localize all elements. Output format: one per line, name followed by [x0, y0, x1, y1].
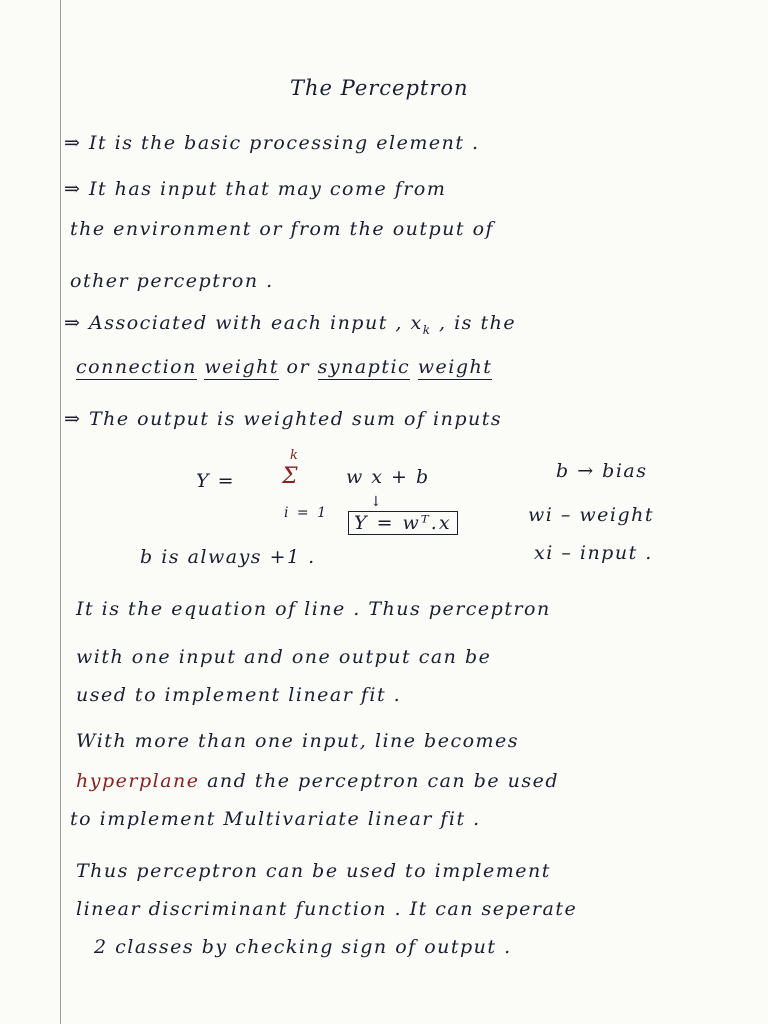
bullet-1: [64, 132, 480, 154]
boxed-equation: [348, 512, 458, 534]
bullet-arrow-icon: ⇒: [64, 408, 82, 430]
bullet-1-text: It is the basic processing element .: [88, 132, 480, 154]
bullet-arrow-icon: ⇒: [64, 178, 82, 200]
formula-terms: w x + b: [346, 466, 430, 488]
para-2-line-2: [76, 770, 559, 792]
b-always-text: b is always +1 .: [140, 546, 316, 568]
bullet-arrow-icon: ⇒: [64, 132, 82, 154]
bullet-3: [64, 312, 516, 337]
legend-input: xi – input .: [534, 542, 653, 564]
para-3-line-2: linear discriminant function . It can seperate: [76, 898, 578, 920]
page-title: The Perceptron: [290, 76, 469, 100]
weight-word-2: weight: [417, 356, 493, 378]
bullet-2-line-1: It has input that may come from: [88, 178, 447, 200]
para-3-line-3: 2 classes by checking sign of output .: [94, 936, 512, 958]
down-arrow-icon: ↓: [370, 494, 382, 510]
hyperplane-word: hyperplane: [76, 770, 200, 792]
para-2-line-3: to implement Multivariate linear fit .: [70, 808, 481, 830]
sigma-symbol: Σ: [282, 464, 298, 489]
bullet-3-line-2: [76, 356, 492, 378]
bullet-4: [64, 408, 502, 430]
para-2-line-1: With more than one input, line becomes: [76, 730, 520, 752]
or-word: or: [286, 356, 311, 378]
para-1-line-3: used to implement linear fit .: [76, 684, 402, 706]
bullet-2: [64, 178, 446, 200]
para-3-line-1: Thus perceptron can be used to implement: [76, 860, 551, 882]
para-1-line-2: with one input and one output can be: [76, 646, 492, 668]
para-2-line-2-rest: and the perceptron can be used: [207, 770, 560, 792]
bullet-4-text: The output is weighted sum of inputs: [88, 408, 503, 430]
sigma-lower-limit: i = 1: [284, 505, 329, 521]
para-1-line-1: It is the equation of line . Thus perceptron: [76, 598, 551, 620]
bullet-3-line-1-end: , is the: [439, 312, 517, 334]
legend-weight: wi – weight: [528, 504, 655, 526]
weight-word: weight: [204, 356, 279, 378]
margin-line: [60, 0, 61, 1024]
bullet-3-line-1: Associated with each input , x: [88, 312, 423, 334]
bullet-2-line-2: the environment or from the output of: [70, 218, 495, 240]
bullet-arrow-icon: ⇒: [64, 312, 82, 334]
synaptic-word: synaptic: [317, 356, 411, 378]
bullet-3-subscript: k: [422, 322, 432, 337]
formula-y-equals: Y =: [196, 470, 236, 492]
sigma-upper-limit: k: [290, 448, 298, 463]
connection-word: connection: [76, 356, 197, 378]
bullet-2-line-3: other perceptron .: [70, 270, 274, 292]
boxed-equation-text: Y = wᵀ.x: [348, 511, 458, 535]
legend-bias: b → bias: [556, 460, 648, 482]
